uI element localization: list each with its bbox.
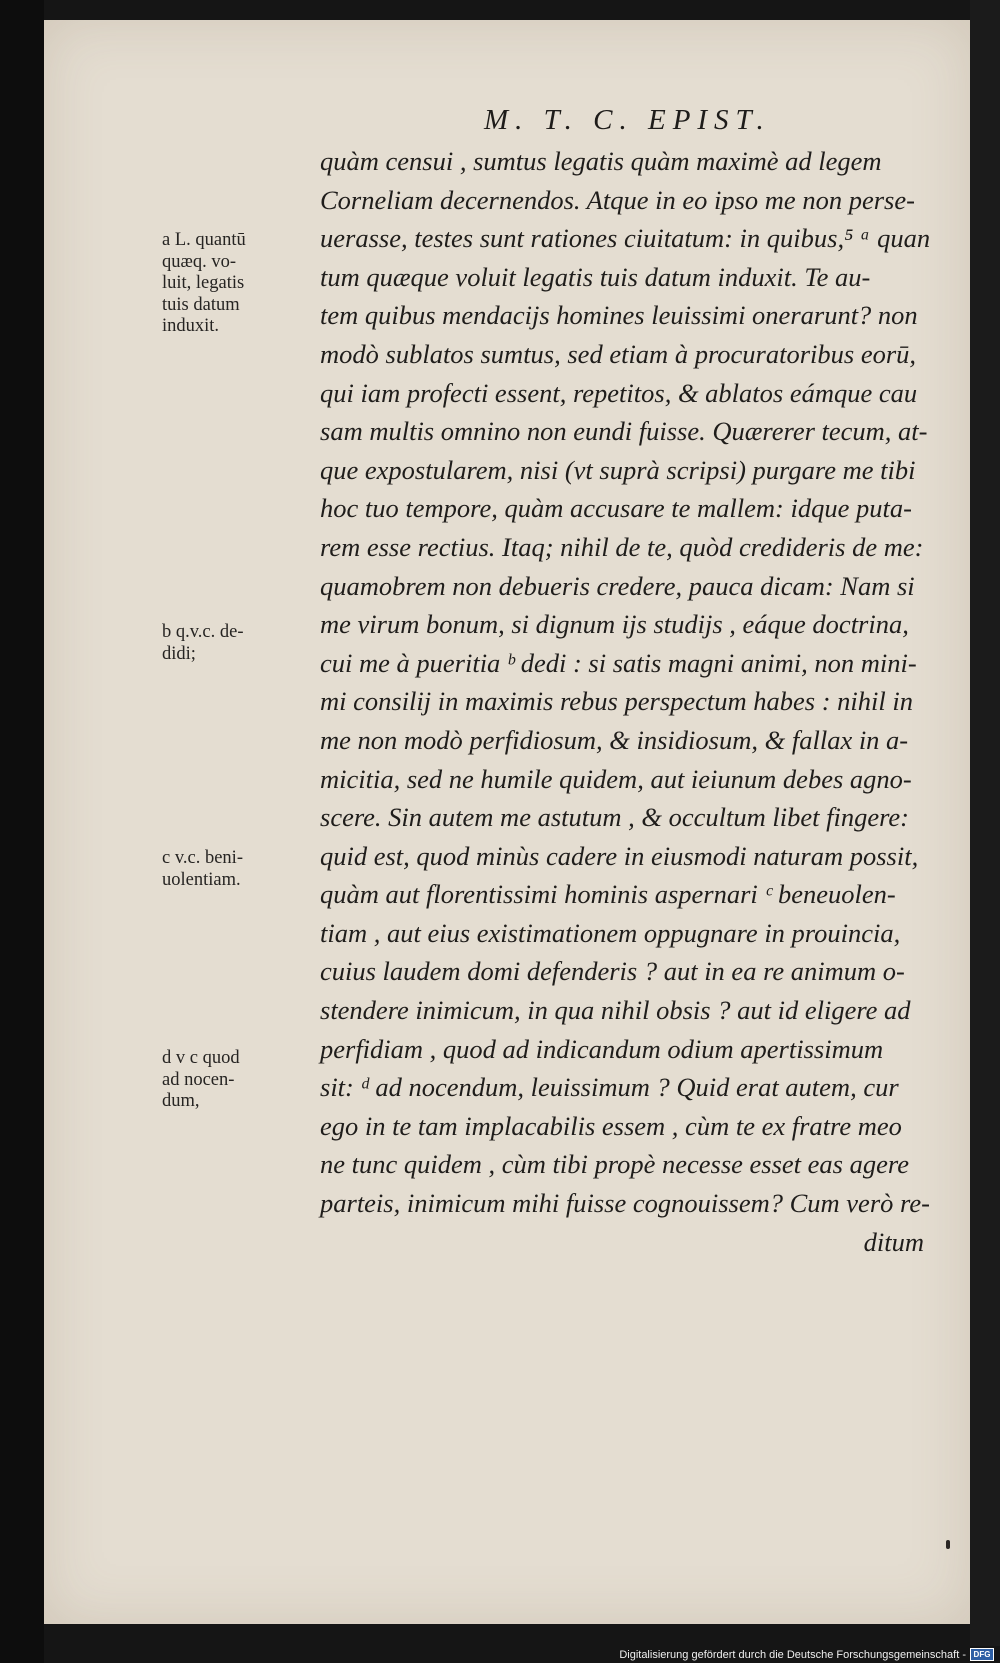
text-line: tem quibus mendacijs homines leuissimi onerarunt? non <box>320 300 918 331</box>
text-line: me non modò perfidiosum, & insidiosum, & fallax in a- <box>320 724 909 755</box>
text-line: qui iam profecti essent, repetitos, & ablatos eámque cau <box>320 377 918 408</box>
text-line: modò sublatos sumtus, sed etiam à procuratoribus eorū, <box>320 338 917 369</box>
book-page <box>44 20 970 1624</box>
running-head: M. T. C. EPIST. <box>484 104 771 136</box>
main-text-block <box>320 142 980 1261</box>
text-line: me virum bonum, si dignum ijs studijs , eáque doctrina, <box>320 609 909 640</box>
text-line: scere. Sin autem me astutum , & occultum libet fingere: <box>320 802 910 833</box>
ink-mark <box>946 1540 950 1549</box>
text-line: tum quæque voluit legatis tuis datum induxit. Te au- <box>320 261 871 292</box>
text-line: sam multis omnino non eundi fuisse. Quærerer tecum, at- <box>320 416 928 447</box>
marginal-note-b: b q.v.c. de- didi; <box>162 622 244 664</box>
text-line: cuius laudem domi defenderis ? aut in ea re animum o- <box>320 956 905 987</box>
text-line: cui me à pueritia ᵇ dedi : si satis magni animi, non mini- <box>320 647 917 678</box>
text-line: Corneliam decernendos. Atque in eo ipso me non perse- <box>320 184 915 215</box>
credit-text: Digitalisierung gefördert durch die Deutsche Forschungsgemeinschaft - <box>619 1648 966 1661</box>
text-line: mi consilij in maximis rebus perspectum habes : nihil in <box>320 686 914 717</box>
text-line: micitia, sed ne humile quidem, aut ieiunum debes agno- <box>320 763 912 794</box>
text-line: rem esse rectius. Itaq; nihil de te, quòd credideris de me: <box>320 531 924 562</box>
scan-left-edge <box>0 0 44 1663</box>
text-line: quàm censui , sumtus legatis quàm maximè ad legem <box>320 146 882 176</box>
marginal-note-c: c v.c. beni- uolentiam. <box>162 848 243 890</box>
text-line: que expostularem, nisi (vt suprà scripsi) purgare me tibi <box>320 454 916 485</box>
credit-bar <box>600 1646 1000 1663</box>
text-line: uerasse, testes sunt rationes ciuitatum: in quibus,⁵ ᵃ quan <box>320 223 931 254</box>
text-line: quamobrem non debueris credere, pauca dicam: Nam si <box>320 570 915 601</box>
marginal-note-a: a L. quantū quæq. vo- luit, legatis tuis datum induxit. <box>162 230 246 336</box>
text-line: tiam , aut eius existimationem oppugnare in prouincia, <box>320 917 901 948</box>
text-line: ne tunc quidem , cùm tibi propè necesse esset eas agere <box>320 1149 909 1180</box>
dfg-logo: DFG <box>970 1648 994 1661</box>
text-line: ego in te tam implacabilis essem , cùm te ex fratre meo <box>320 1110 902 1141</box>
text-line: parteis, inimicum mihi fuisse cognouissem? Cum verò re- <box>320 1188 930 1219</box>
text-line: ditum <box>863 1226 924 1257</box>
text-line: quàm aut florentissimi hominis aspernari ᶜ beneuolen- <box>320 879 896 910</box>
text-line: stendere inimicum, in qua nihil obsis ? aut id eligere ad <box>320 995 911 1026</box>
text-line: sit: ᵈ ad nocendum, leuissimum ? Quid erat autem, cur <box>320 1072 899 1103</box>
text-line: hoc tuo tempore, quàm accusare te mallem: idque puta- <box>320 493 912 524</box>
marginal-note-d: d v c quod ad nocen- dum, <box>162 1048 240 1111</box>
text-line: perfidiam , quod ad indicandum odium apertissimum <box>320 1033 884 1064</box>
text-line: quid est, quod minùs cadere in eiusmodi naturam possit, <box>320 840 919 871</box>
